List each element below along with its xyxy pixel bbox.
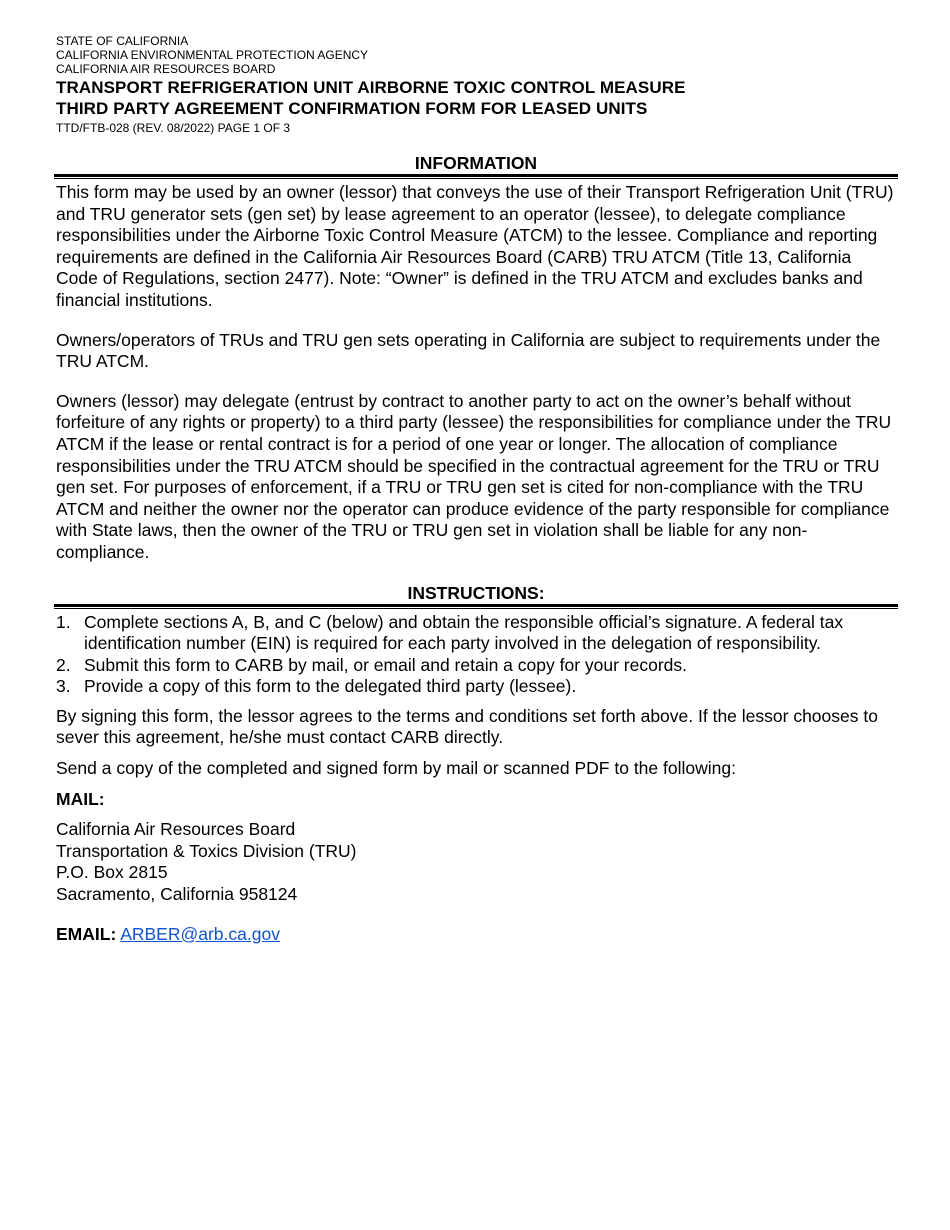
form-page (56, 34, 896, 945)
form-title-line-1: TRANSPORT REFRIGERATION UNIT AIRBORNE TOXIC CONTROL MEASURE (56, 78, 686, 97)
information-divider (54, 174, 898, 179)
agency-header (56, 34, 896, 76)
instruction-step-text: Provide a copy of this form to the delegated third party (lessee). (84, 676, 577, 697)
form-title (56, 77, 896, 119)
instructions-heading: INSTRUCTIONS: (407, 582, 545, 603)
address-line-po-box: P.O. Box 2815 (56, 862, 168, 883)
instruction-step-number: 1. (56, 611, 71, 632)
signing-note: By signing this form, the lessor agrees to the terms and conditions set forth above. If the lessor chooses to sever this agreement, he/she must contact CARB directly. (56, 705, 878, 748)
instructions-divider (54, 604, 898, 609)
form-id: TTD/FTB-028 (REV. 08/2022) PAGE 1 OF 3 (56, 121, 291, 135)
mail-label: MAIL: (56, 788, 105, 809)
instruction-step (56, 612, 896, 655)
instruction-step-text: Complete sections A, B, and C (below) and obtain the responsible official’s signature. A federal tax identification number (EIN) is required for each party involved in the delegation of responsibility. (84, 611, 844, 654)
mailing-address (56, 819, 896, 905)
email-line (56, 924, 896, 946)
instruction-step (56, 676, 896, 698)
instructions-list (56, 612, 896, 698)
agency-line-state: STATE OF CALIFORNIA (56, 34, 189, 48)
address-line-city: Sacramento, California 958124 (56, 884, 298, 905)
information-paragraph-3: Owners (lessor) may delegate (entrust by contract to another party to act on the owner’s behalf without forfeiture of any rights or property) to a third party (lessee) the responsibilities for compliance under the TRU ATCM if the lease or rental contract is for a period of one year or longer. The allocation of compliance responsibilities under the TRU ATCM should be specified in the contractual agreement for the TRU or TRU gen set. For purposes of enforcement, if a TRU or TRU gen set is cited for non-compliance with the TRU ATCM and neither the owner nor the operator can produce evidence of the party responsible for compliance with State laws, then the owner of the TRU or TRU gen set in violation shall be liable for any non-compliance. (56, 390, 892, 562)
instruction-step-text: Submit this form to CARB by mail, or email and retain a copy for your records. (84, 654, 688, 675)
address-line-org: California Air Resources Board (56, 819, 296, 840)
address-line-division: Transportation & Toxics Division (TRU) (56, 840, 357, 861)
information-heading: INFORMATION (414, 153, 538, 173)
instruction-step (56, 655, 896, 677)
information-paragraph-2: Owners/operators of TRUs and TRU gen sets operating in California are subject to requirements under the TRU ATCM. (56, 329, 881, 372)
agency-line-carb: CALIFORNIA AIR RESOURCES BOARD (56, 62, 276, 76)
information-paragraph-1: This form may be used by an owner (lessor) that conveys the use of their Transport Refrigeration Unit (TRU) and TRU generator sets (gen set) by lease agreement to an operator (lessee), to delegate compliance responsibilities under the Airborne Toxic Control Measure (ATCM) to the lessee. Compliance and reporting requirements are defined in the California Air Resources Board (CARB) TRU ATCM (Title 13, California Code of Regulations, section 2477). Note: “Owner” is defined in the TRU ATCM and excludes banks and financial institutions. (56, 182, 894, 310)
instruction-step-number: 2. (56, 654, 71, 675)
email-label: EMAIL: (56, 923, 117, 944)
form-title-line-2: THIRD PARTY AGREEMENT CONFIRMATION FORM FOR LEASED UNITS (56, 99, 648, 118)
instruction-step-number: 3. (56, 676, 71, 697)
email-link[interactable]: ARBER@arb.ca.gov (120, 923, 280, 944)
agency-line-calepa: CALIFORNIA ENVIRONMENTAL PROTECTION AGENCY (56, 48, 369, 62)
send-note: Send a copy of the completed and signed form by mail or scanned PDF to the following: (56, 758, 736, 779)
